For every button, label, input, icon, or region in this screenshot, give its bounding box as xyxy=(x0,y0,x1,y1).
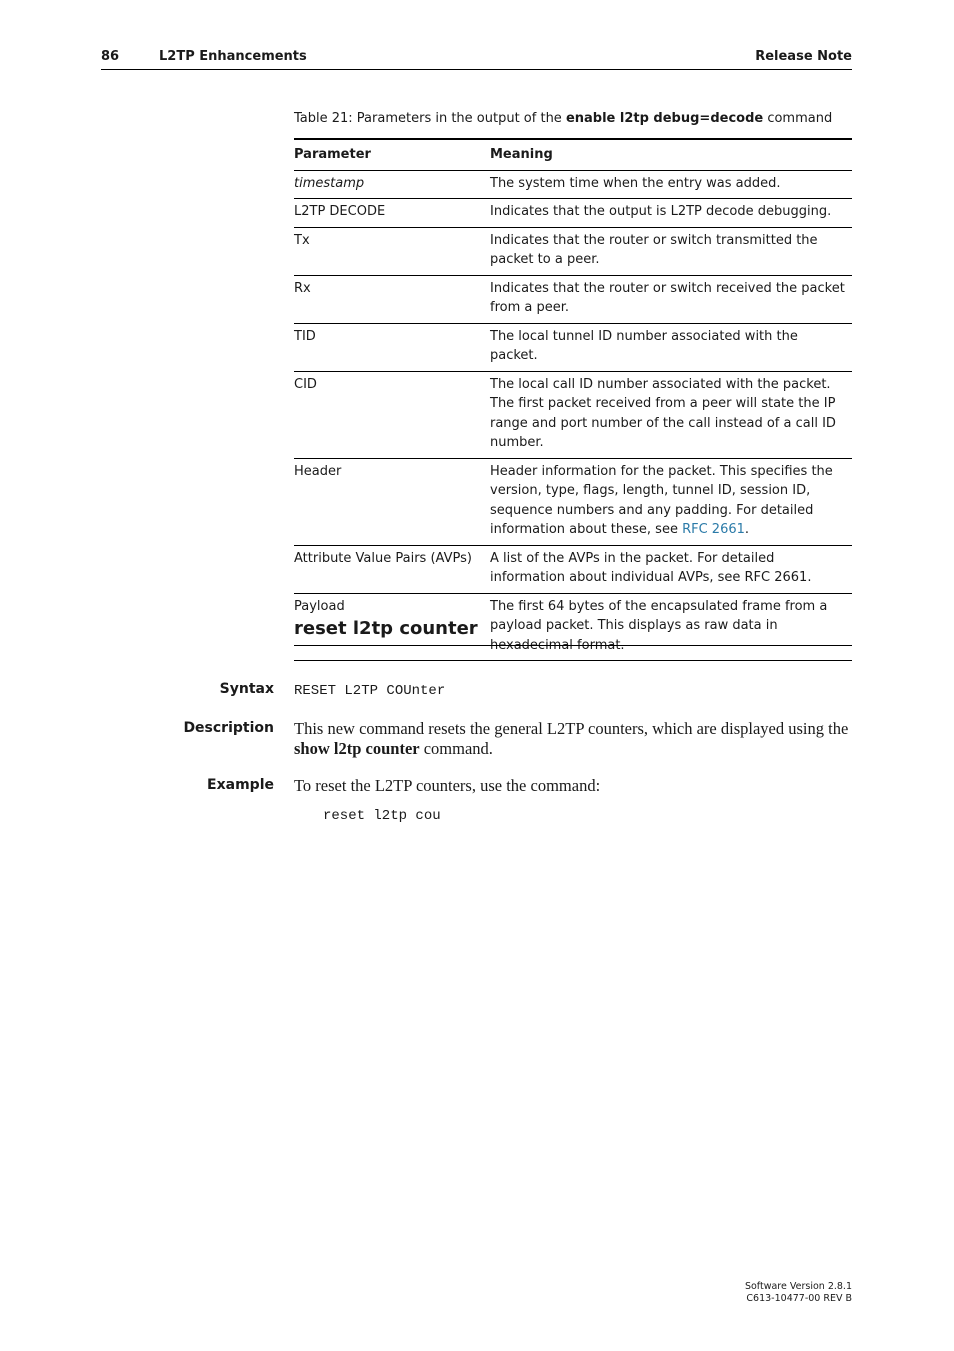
column-header-meaning: Meaning xyxy=(490,139,852,170)
example-label: Example xyxy=(207,777,274,793)
footer-doc-id: C613-10477-00 REV B xyxy=(746,1293,852,1304)
table-caption xyxy=(294,111,854,126)
meaning-cell: The local call ID number associated with the packet. The first packet received from a peer will state the IP range and port number of the call instead of a call ID number. xyxy=(490,371,852,458)
rfc-2661-link[interactable]: RFC 2661 xyxy=(682,522,745,537)
parameter-cell: Payload xyxy=(294,598,345,614)
parameter-cell: timestamp xyxy=(294,170,490,199)
header-doc-type: Release Note xyxy=(755,49,852,64)
example-text: To reset the L2TP counters, use the command: xyxy=(294,776,601,795)
parameter-cell: L2TP DECODE xyxy=(294,199,490,228)
meaning-cell xyxy=(490,458,852,545)
table-row xyxy=(294,371,852,458)
example-code: reset l2tp cou xyxy=(323,808,441,824)
parameter-cell: Attribute Value Pairs (AVPs) xyxy=(294,545,490,593)
table-row xyxy=(294,170,852,199)
meaning-cell: The system time when the entry was added. xyxy=(490,170,852,199)
syntax-code: RESET L2TP COUnter xyxy=(294,683,446,699)
meaning-cell: The first 64 bytes of the encapsulated frame from a payload packet. This displays as raw data in hexadecimal format. xyxy=(490,598,828,653)
parameters-table xyxy=(294,138,852,661)
table-row xyxy=(294,323,852,371)
meaning-cell: Indicates that the router or switch received the packet from a peer. xyxy=(490,275,852,323)
meaning-cell: A list of the AVPs in the packet. For detailed information about individual AVPs, see RFC 2661. xyxy=(490,545,852,593)
table-header-row xyxy=(294,139,852,170)
table-row xyxy=(294,458,852,545)
caption-suffix: command xyxy=(763,111,833,126)
parameter-cell: Header xyxy=(294,458,490,545)
caption-prefix: Table 21: Parameters in the output of the xyxy=(294,111,566,126)
column-header-parameter: Parameter xyxy=(294,139,490,170)
parameter-cell: CID xyxy=(294,371,490,458)
parameter-cell: Rx xyxy=(294,275,490,323)
meaning-cell: The local tunnel ID number associated with the packet. xyxy=(490,323,852,371)
page-footer xyxy=(745,1281,852,1305)
table-row xyxy=(294,275,852,323)
caption-command: enable l2tp debug=decode xyxy=(565,111,764,126)
footer-version: Software Version 2.8.1 xyxy=(744,1281,852,1292)
table-row xyxy=(294,227,852,275)
syntax-label: Syntax xyxy=(219,681,274,697)
table-row xyxy=(294,199,852,228)
description-label: Description xyxy=(183,720,274,736)
meaning-cell: Indicates that the output is L2TP decode debugging. xyxy=(490,199,852,228)
description-command: show l2tp counter xyxy=(294,738,420,758)
meaning-cell: Indicates that the router or switch transmitted the packet to a peer. xyxy=(490,227,852,275)
description-text xyxy=(294,719,854,758)
page-number: 86 xyxy=(101,49,120,64)
running-header xyxy=(101,47,852,70)
parameter-cell: Tx xyxy=(294,227,490,275)
section-title: reset l2tp counter xyxy=(294,618,852,646)
meaning-suffix: . xyxy=(744,522,750,537)
table-row xyxy=(294,545,852,593)
description-prefix: This new command resets the general L2TP counters, which are displayed using the xyxy=(294,719,849,738)
meaning-text: Header information for the packet. This specifies the version, type, flags, length, tunnel ID, session ID, sequence numbers and any padding. For detailed information about these, see xyxy=(490,463,833,537)
parameter-cell: TID xyxy=(294,323,490,371)
description-suffix: command. xyxy=(419,738,493,758)
header-section-title: L2TP Enhancements xyxy=(159,49,307,64)
